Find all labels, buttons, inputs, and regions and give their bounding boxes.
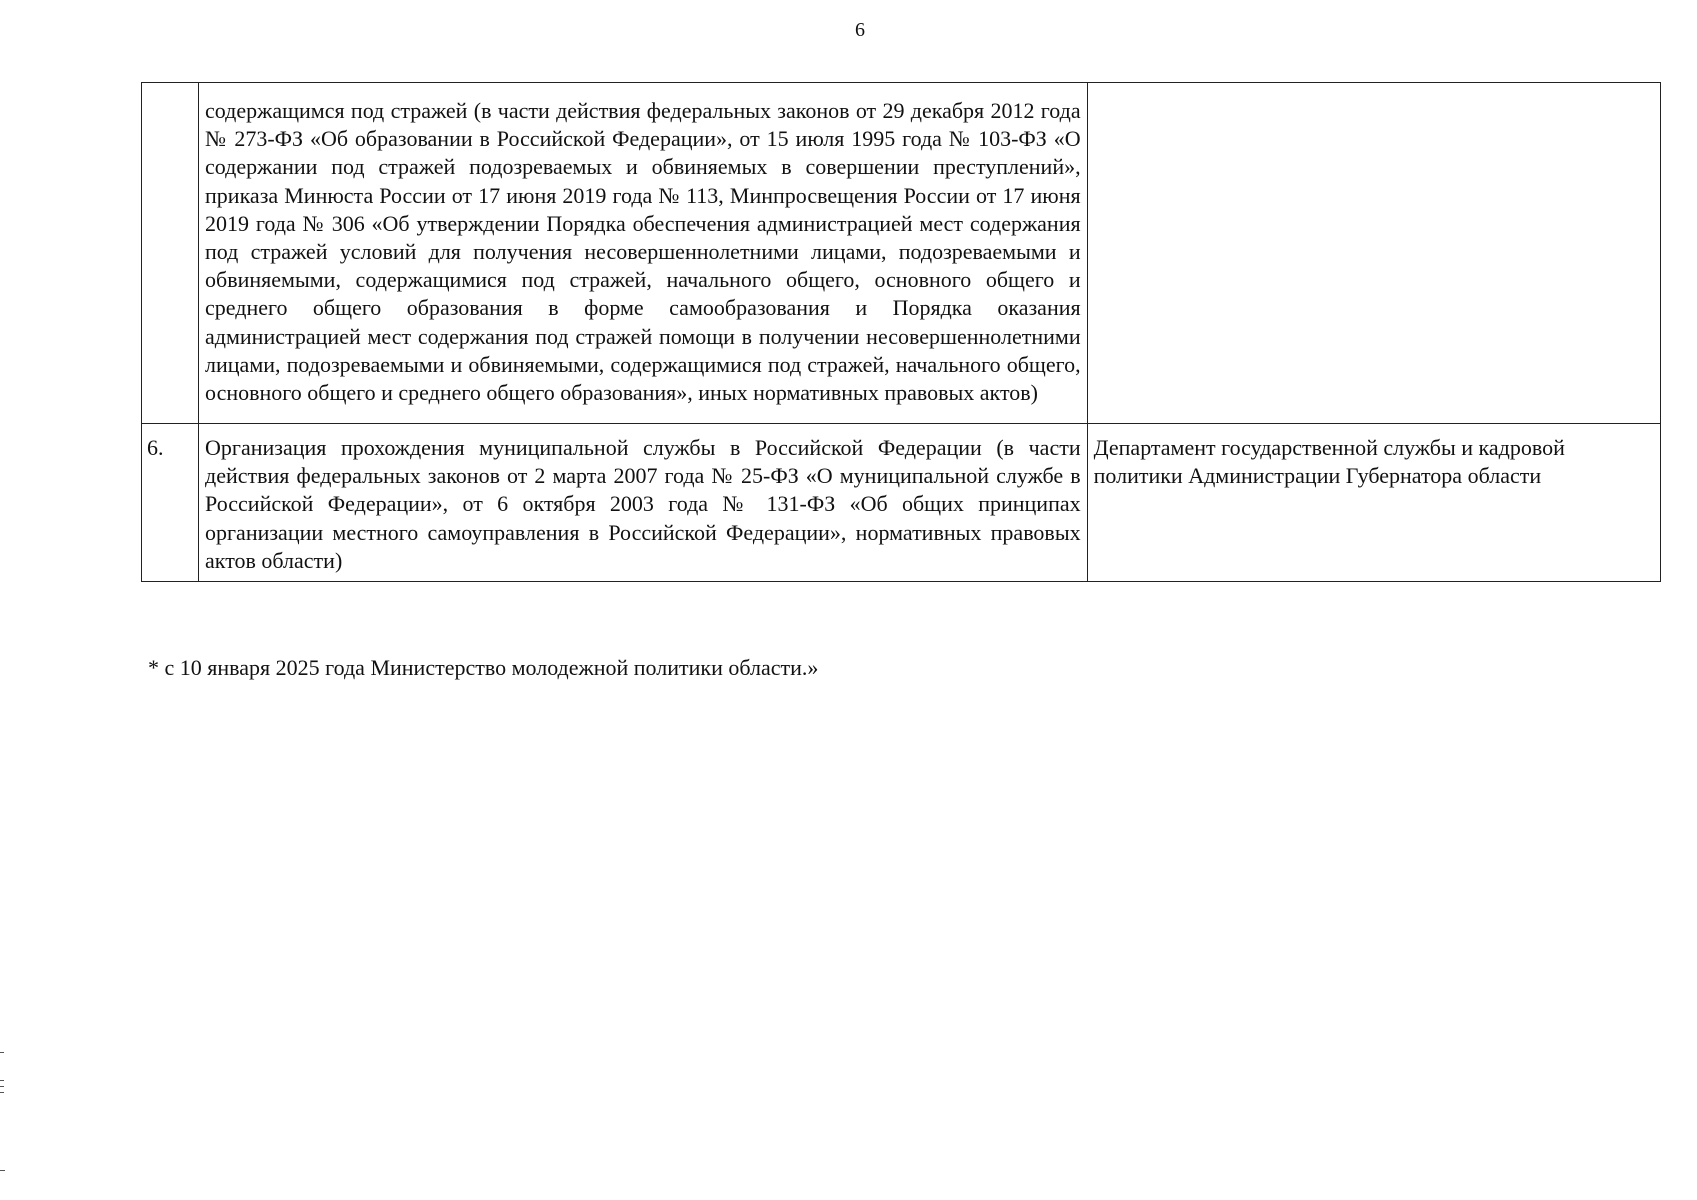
scan-artifact: [0, 1170, 5, 1171]
row-number: [142, 83, 199, 424]
table-row: [142, 83, 1661, 424]
row-department: Департамент государственной службы и кадровой политики Администрации Губернатора области: [1087, 424, 1660, 582]
page-number: 6: [855, 19, 865, 41]
row-number: 6.: [142, 424, 199, 582]
row-activity-text: содержащимся под стражей (в части действия федеральных законов от 29 декабря 2012 года № 273-ФЗ «Об образовании в Российской Федерации», от 15 июля 1995 года № 103-ФЗ «О содержании под стражей подозреваемых и обвиняемых в совершении преступлений», приказа Минюста России от 17 июня 2019 года № 113, Минпросвещения России от 17 июня 2019 года № 306 «Об утверждении Порядка обеспечения администрацией мест содержания под стражей условий для получения несовершеннолетними лицами, подозреваемыми и обвиняемыми, содержащимися под стражей, начального общего, основного общего и среднего общего образования в форме самообразования и Порядка оказания администрацией мест содержания под стражей помощи в получении несовершеннолетними лицами, подозреваемыми и обвиняемыми, содержащимися под стражей, начального общего, основного общего и среднего общего образования», иных нормативных правовых актов): [199, 83, 1088, 424]
table-row: [142, 424, 1661, 582]
scan-artifact: [0, 1086, 4, 1087]
footnote: * с 10 января 2025 года Министерство молодежной политики области.»: [148, 655, 819, 680]
scan-artifact: [0, 1052, 4, 1053]
responsibility-table: [141, 82, 1661, 582]
scan-artifact: [0, 1080, 4, 1081]
row-department: [1087, 83, 1660, 424]
scan-artifact: [0, 1092, 4, 1093]
row-activity-text: Организация прохождения муниципальной службы в Российской Федерации (в части действия федеральных законов от 2 марта 2007 года № 25-ФЗ «О муниципальной службе в Российской Федерации», от 6 октября 2003 года № 131-ФЗ «Об общих принципах организации местного самоуправления в Российской Федерации», нормативных правовых актов области): [199, 424, 1088, 582]
